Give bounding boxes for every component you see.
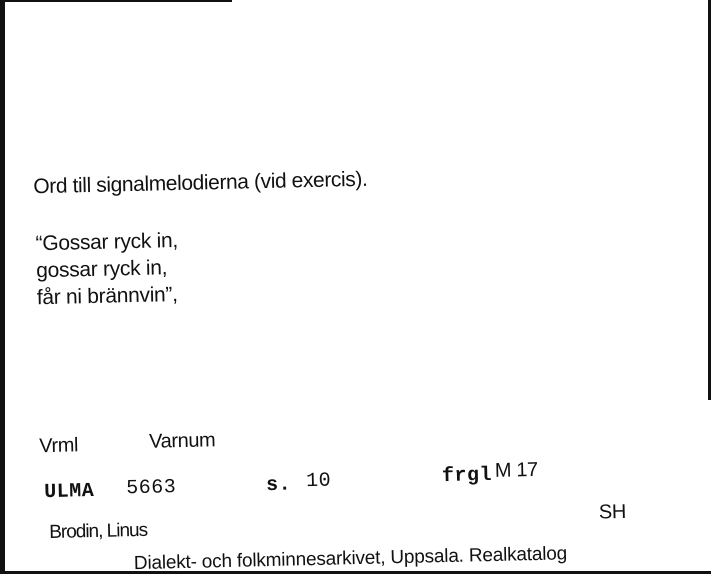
informant-name: Brodin, Linus: [48, 519, 148, 544]
poem-line-3: får ni brännvin”,: [36, 283, 178, 310]
archive-number: 5663: [125, 476, 177, 501]
card-title: Ord till signalmelodierna (vid exercis).: [33, 167, 368, 199]
questionnaire-code: M 17: [494, 458, 539, 482]
poem-line-1: “Gossar ryck in,: [35, 229, 179, 256]
region-code: Vrml: [38, 434, 79, 458]
page-number: 10: [305, 469, 332, 494]
archive-label: ULMA: [44, 479, 95, 505]
page-label: s.: [265, 473, 292, 498]
recorder-initials: SH: [598, 500, 627, 524]
poem-line-2: gossar ryck in,: [35, 256, 168, 283]
place-name: Varnum: [148, 429, 216, 453]
card-footer: Dialekt- och folkminnesarkivet, Uppsala. Realkatalog: [133, 543, 568, 574]
questionnaire-label: frgl: [441, 463, 493, 489]
